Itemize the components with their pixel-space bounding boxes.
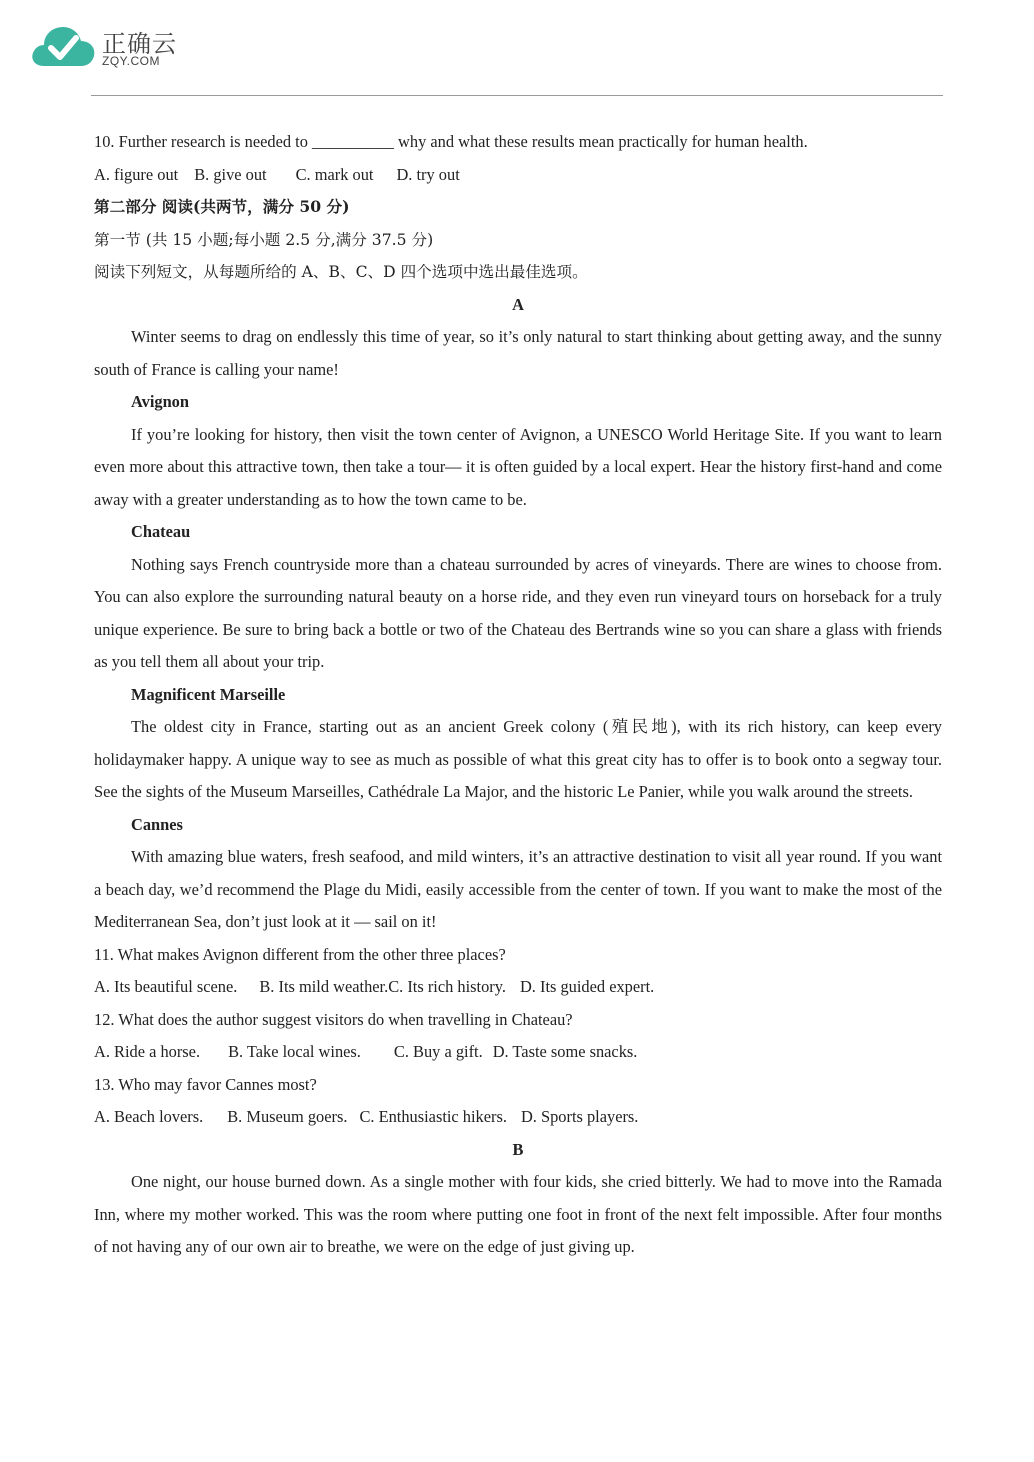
option-a: A. figure out xyxy=(94,164,179,184)
header-divider xyxy=(91,95,943,96)
option-c: C. Its rich history. xyxy=(388,977,506,996)
passage-b-text: One night, our house burned down. As a single mother with four kids, she cried bitterly. We had to move into the Ramada Inn, where my mother worked. This was the room where putting one foot in front of the next felt impossible. After four months of not having any of our own air to breathe, we were on the edge of just giving up. xyxy=(94,1172,942,1256)
section-text-avignon: If you’re looking for history, then visit the town center of Avignon, a UNESCO World Heritage Site. If you want to learn even more about this attractive town, then take a tour— it is often guided by a local expert. Hear the history first-hand and come away with a greater understanding as to how the town came to be. xyxy=(94,424,942,509)
question-11-stem: 11. What makes Avignon different from the other three places? xyxy=(94,944,506,964)
option-c: C. Buy a gift. xyxy=(393,1042,483,1061)
passage-a-label: A xyxy=(512,294,524,314)
option-a: A. Its beautiful scene. xyxy=(94,977,238,996)
question-10-stem: 10. Further research is needed to __________ why and what these results mean practically for human health. xyxy=(94,132,808,151)
section-text-chateau: Nothing says French countryside more than a chateau surrounded by acres of vineyards. There are wines to choose from. You can also explore the surrounding natural beauty on a horse ride, and they even run vineyard tours on horseback for a truly unique experience. Be sure to bring back a bottle or two of the Chateau des Bertrands wine so you can share a glass with friends as you tell them all about your trip. xyxy=(94,554,942,671)
part-two-heading: 第二部分 阅读(共两节，满分 50 分) xyxy=(94,197,350,216)
cloud-check-icon xyxy=(30,22,96,70)
option-d: D. Its guided expert. xyxy=(519,977,655,996)
section-title-chateau: Chateau xyxy=(131,522,191,541)
reading-instruction: 阅读下列短文，从每题所给的 A、B、C、D 四个选项中选出最佳选项。 xyxy=(94,263,588,281)
passage-a-intro: Winter seems to drag on endlessly this time of year, so it’s only natural to start thinking about getting away, and the sunny south of France is calling your name! xyxy=(94,327,942,379)
question-11-options xyxy=(94,971,942,1004)
section-text-marseille: The oldest city in France, starting out as an ancient Greek colony (殖民地), with its rich history, can keep every holidaymaker happy. A unique way to see as much as possible of what this great city has to offer is to book onto a segway tour. See the sights of the Museum Marseilles, Cathédrale La Major, and the historic Le Panier, while you walk around the streets. xyxy=(94,717,942,801)
question-12-stem: 12. What does the author suggest visitors do when travelling in Chateau? xyxy=(94,1009,573,1029)
option-b: B. Its mild weather. xyxy=(259,977,389,996)
option-b: B. Take local wines. xyxy=(228,1042,361,1061)
section-one-info: 第一节 (共 15 小题;每小题 2.5 分,满分 37.5 分) xyxy=(94,230,434,249)
question-10-options xyxy=(94,159,942,192)
question-12-options xyxy=(94,1036,942,1069)
option-a: A. Ride a horse. xyxy=(94,1042,201,1061)
option-c: C. Enthusiastic hikers. xyxy=(359,1107,507,1126)
section-title-cannes: Cannes xyxy=(131,814,183,834)
site-logo xyxy=(30,22,180,74)
option-d: D. Sports players. xyxy=(520,1107,639,1126)
section-title-avignon: Avignon xyxy=(131,392,189,411)
option-b: B. Museum goers. xyxy=(227,1107,348,1126)
question-13-stem: 13. Who may favor Cannes most? xyxy=(94,1074,317,1094)
option-a: A. Beach lovers. xyxy=(94,1107,204,1126)
option-d: D. try out xyxy=(396,164,460,184)
section-text-cannes: With amazing blue waters, fresh seafood, and mild winters, it’s an attractive destination to visit all year round. If you want a beach day, we’d recommend the Plage du Midi, easily accessible from the center of town. If you want to make the most of the Mediterranean Sea, don’t just look at it — sail on it! xyxy=(94,847,942,931)
question-13-options xyxy=(94,1101,942,1134)
option-b: B. give out xyxy=(194,164,267,184)
exam-content xyxy=(94,126,942,1264)
option-c: C. mark out xyxy=(295,164,374,184)
logo-domain-text: ZQY.COM xyxy=(102,54,160,68)
option-d: D. Taste some snacks. xyxy=(492,1042,638,1061)
section-title-marseille: Magnificent Marseille xyxy=(131,684,286,704)
logo-chinese-text: 正确云 xyxy=(102,30,177,58)
passage-b-label: B xyxy=(512,1139,524,1159)
